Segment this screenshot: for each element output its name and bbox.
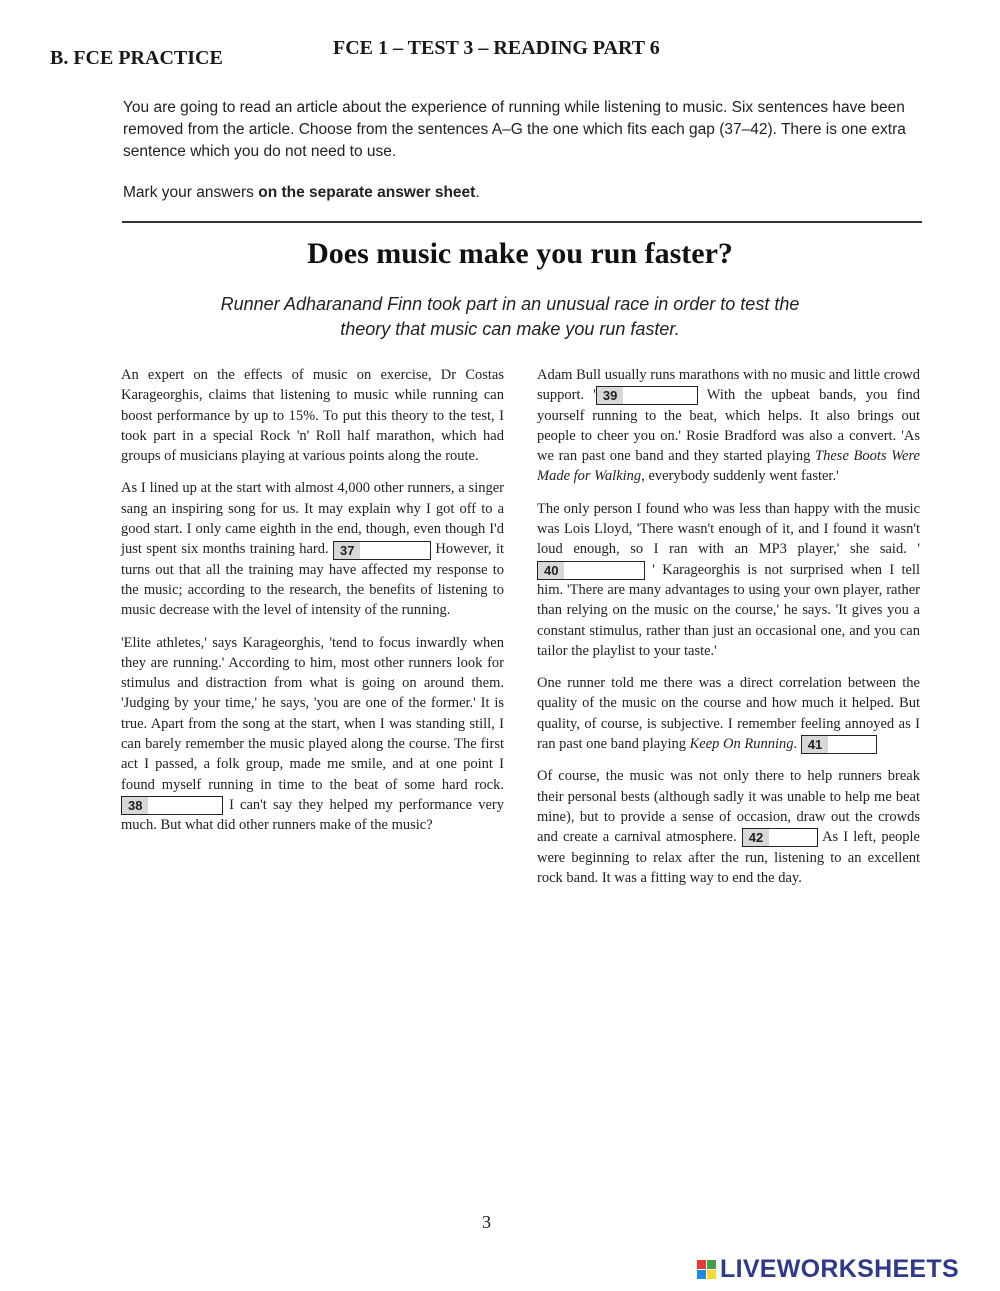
paragraph (537, 766, 920, 888)
gap-39-input[interactable] (596, 386, 698, 405)
gap-42-input[interactable] (742, 828, 818, 847)
mark-prefix: Mark your answers (123, 184, 259, 201)
song-title: Keep On Running (689, 736, 794, 753)
text: I can't say they helped my performance very much. But what did other runners make of the music? (121, 796, 504, 834)
logo-square (707, 1260, 716, 1269)
text: Adam Bull usually runs marathons with no music and little crowd support. ' (537, 367, 920, 404)
paragraph: An expert on the effects of music on exercise, Dr Costas Karageorghis, claims that listening to music while running can boost performance by up to 15%. To put this theory to the test, I took part in a special Rock 'n' Roll half marathon, which had groups of musicians playing at various points along the route. (121, 367, 504, 465)
text: 'Elite athletes,' says Karageorghis, 'tend to focus inwardly when they are running.' According to him, most other runners look for stimulus and distraction from what is going on around them. 'Judging by your time,' he says, 'you are one of the former.' It is true. Apart from the song at the start, when I was standing still, I can barely remember the music played along the course. The first act I passed, a folk group, made me smile, and at one point I found myself running in time to the beat of some hard rock. (121, 634, 504, 793)
article-title: Does music make you run faster? (307, 237, 733, 270)
text: With the upbeat bands, you find yourself running to the beat, which helps. It also brings out people to cheer you on.' Rosie Bradford was also a convert. 'As we ran past one band and they started playing (537, 387, 920, 465)
article-subtitle: Runner Adharanand Finn took part in an unusual race in order to test the theory that music can make you run faster. (220, 294, 800, 339)
paragraph (121, 478, 504, 620)
gap-40-input[interactable] (537, 561, 645, 580)
gap-41-input[interactable] (801, 735, 877, 754)
gap-38-input[interactable] (121, 796, 223, 815)
gap-40-number: 40 (538, 562, 564, 579)
divider (122, 221, 922, 223)
paragraph (537, 365, 920, 487)
instructions-text: You are going to read an article about the experience of running while listening to music. Six sentences have been removed from the article. Choose from the sentences A–G the one which fits each gap (37–42). There is one extra sentence which you do not need to use. (123, 99, 906, 160)
mark-bold: on the separate answer sheet (258, 184, 476, 201)
text: . (793, 736, 801, 753)
article-column-left (121, 365, 504, 848)
gap-38-number: 38 (122, 797, 148, 814)
section-label: B. FCE PRACTICE (50, 47, 223, 69)
gap-41-number: 41 (802, 736, 828, 753)
mark-answers (123, 184, 480, 202)
article-column-right (537, 365, 920, 900)
paragraph (537, 499, 920, 661)
logo-square (697, 1260, 706, 1269)
song-title: These Boots Were Made for Walking (537, 448, 920, 485)
text: The only person I found who was less than happy with the music was Lois Lloyd, 'There wasn't enough of it, and I found it wasn't loud enough, so I ran with an MP3 player,' she said. ' (537, 500, 920, 558)
text: However, it turns out that all the training may have affected my response to the music; according to the research, the benefits of listening to music decrease with the level of intensity of the running. (121, 541, 504, 619)
gap-37-input[interactable] (333, 541, 431, 560)
text: ' Karageorghis is not surprised when I tell him. 'There are many advantages to using your own player, rather than relying on the music on the course,' he says. 'It gives you a constant stimulus, rather than just an occasional one, and you can tailor the playlist to your taste.' (537, 561, 920, 659)
logo-icon (697, 1260, 716, 1279)
logo-square (697, 1270, 706, 1279)
text: Of course, the music was not only there to help runners break their personal bests (although sadly it was unable to help me beat mine), but to provide a sense of occasion, draw out the crowds and create a carnival atmosphere. (537, 768, 920, 846)
paragraph (121, 633, 504, 836)
gap-42-number: 42 (743, 829, 769, 846)
text: One runner told me there was a direct correlation between the quality of the music on the course and how much it helped. But quality, of course, is subjective. I remember feeling annoyed as I ran past one band playing (537, 675, 920, 753)
text: As I left, people were beginning to relax after the run, listening to an excellent rock band. It was a fitting way to end the day. (537, 829, 920, 886)
paragraph (537, 673, 920, 754)
instructions (123, 97, 923, 163)
text: As I lined up at the start with almost 4,000 other runners, a singer sang an inspiring song for us. It may explain why I got off to a good start. I only came eighth in the end, though, even though I'd just spent six months training hard. (121, 480, 504, 558)
mark-suffix: . (475, 184, 480, 201)
page-number: 3 (482, 1212, 491, 1232)
logo-square (707, 1270, 716, 1279)
gap-39-number: 39 (597, 387, 623, 404)
liveworksheets-logo[interactable] (697, 1255, 959, 1284)
gap-37-number: 37 (334, 542, 360, 559)
brand-text: LIVEWORKSHEETS (720, 1255, 959, 1283)
text: , everybody suddenly went faster.' (641, 468, 839, 485)
test-title: FCE 1 – TEST 3 – READING PART 6 (333, 37, 660, 59)
